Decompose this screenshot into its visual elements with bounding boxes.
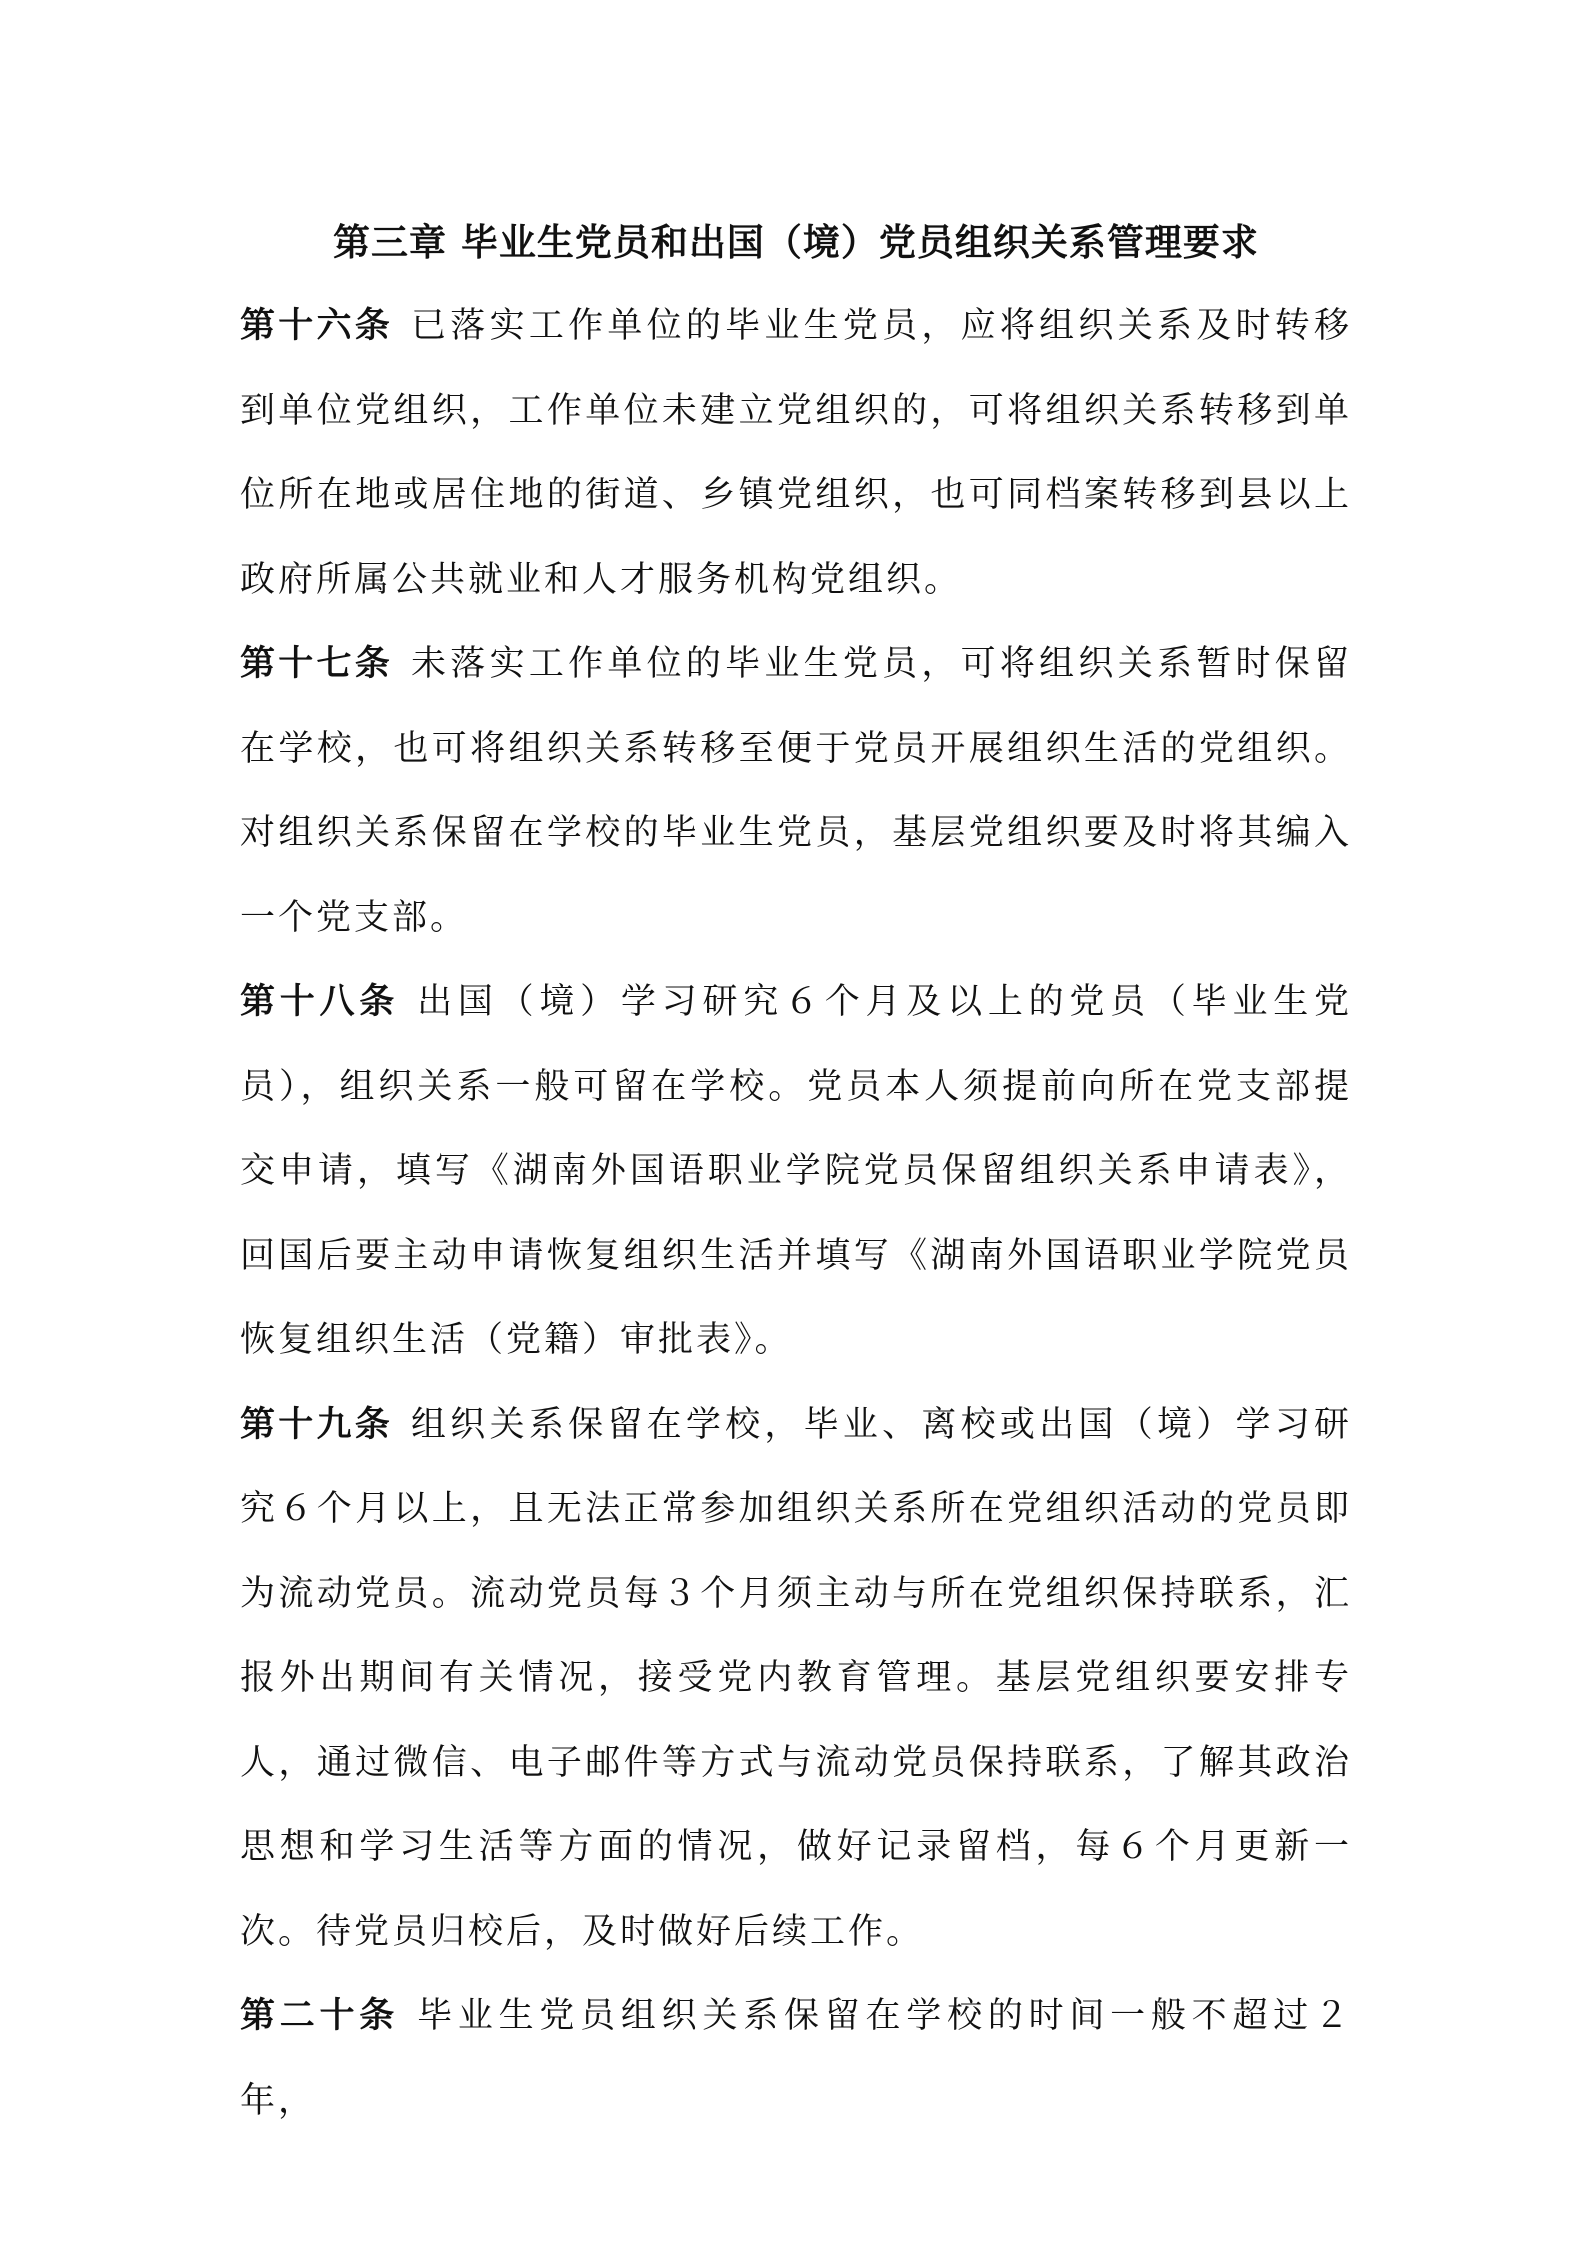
article-18 [240, 960, 1352, 1383]
article-text: 毕业生党员组织关系保留在学校的时间一般不超过２年， [240, 1996, 1352, 2121]
article-19 [240, 1383, 1352, 1975]
article-text: 已落实工作单位的毕业生党员，应将组织关系及时转移到单位党组织，工作单位未建立党组织的，可将组织关系转移到单位所在地或居住地的街道、乡镇党组织，也可同档案转移到县以上政府所属公共就业和人才服务机构党组织。 [240, 306, 1352, 600]
article-16 [240, 284, 1352, 622]
article-number: 第二十条 [240, 1995, 400, 2036]
article-number: 第十七条 [240, 643, 394, 684]
article-text: 组织关系保留在学校，毕业、离校或出国（境）学习研究６个月以上，且无法正常参加组织关系所在党组织活动的党员即为流动党员。流动党员每３个月须主动与所在党组织保持联系，汇报外出期间有关情况，接受党内教育管理。基层党组织要安排专人，通过微信、电子邮件等方式与流动党员保持联系，了解其政治思想和学习生活等方面的情况，做好记录留档，每６个月更新一次。待党员归校后，及时做好后续工作。 [240, 1404, 1352, 1952]
article-17 [240, 622, 1352, 960]
article-number: 第十八条 [240, 981, 400, 1022]
article-text: 未落实工作单位的毕业生党员，可将组织关系暂时保留在学校，也可将组织关系转移至便于党员开展组织生活的党组织。对组织关系保留在学校的毕业生党员，基层党组织要及时将其编入一个党支部。 [240, 644, 1352, 938]
article-number: 第十六条 [240, 305, 394, 346]
article-text: 出国（境）学习研究６个月及以上的党员（毕业生党员），组织关系一般可留在学校。党员本人须提前向所在党支部提交申请，填写《湖南外国语职业学院党员保留组织关系申请表》，回国后要主动申请恢复组织生活并填写《湖南外国语职业学院党员恢复组织生活（党籍）审批表》。 [240, 982, 1352, 1360]
document-body [240, 200, 1352, 2143]
article-number: 第十九条 [240, 1403, 394, 1445]
article-20 [240, 1974, 1352, 2143]
chapter-title: 第三章 毕业生党员和出国（境）党员组织关系管理要求 [333, 220, 1259, 264]
